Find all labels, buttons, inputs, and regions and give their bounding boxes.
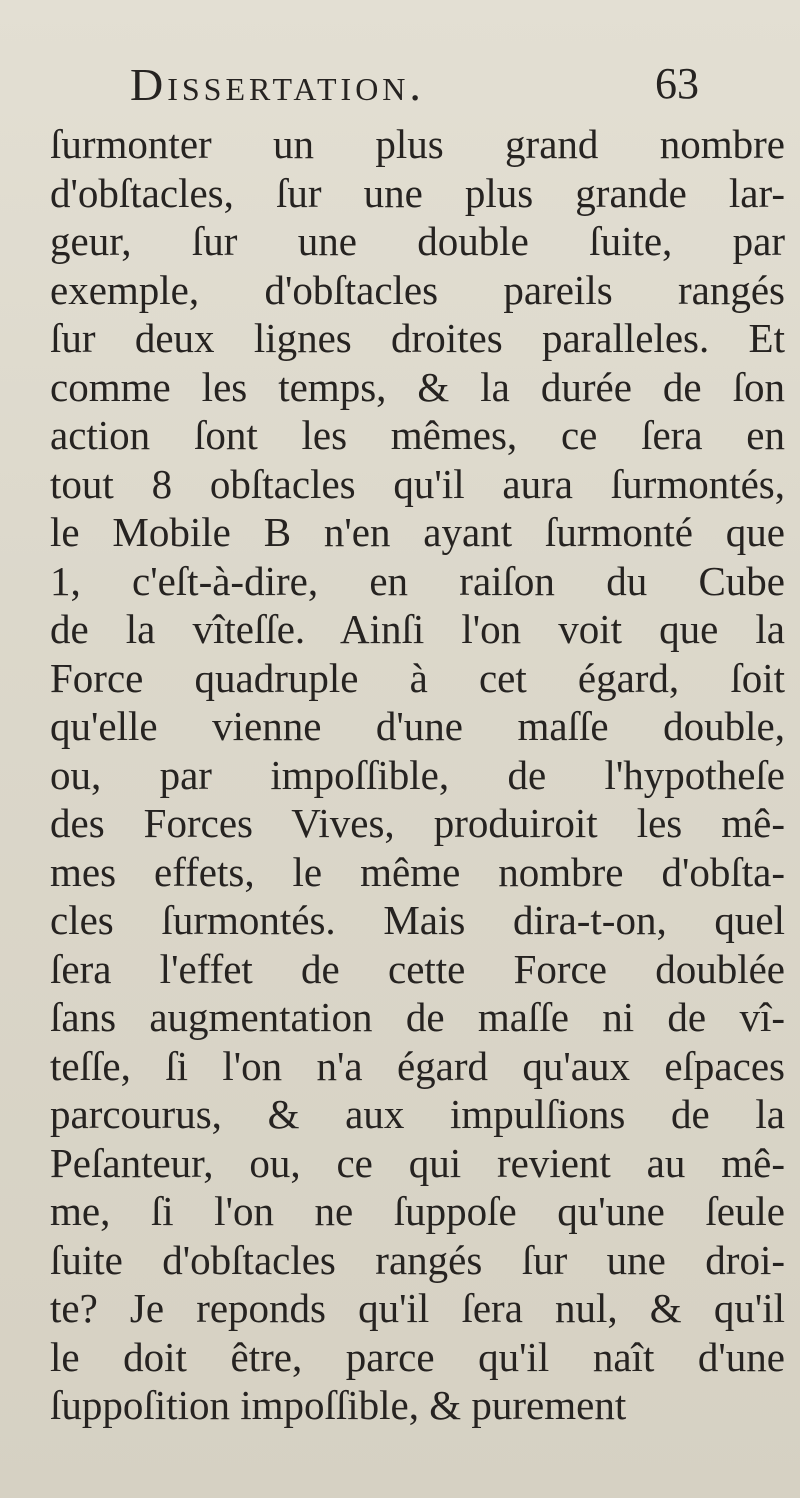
text-line: exemple, d'obſtacles pareils rangés [50,266,785,313]
text-line: des Forces Vives, produiroit les mê- [50,800,785,846]
text-line: ſera l'effet de cette Force doublée [50,945,785,992]
text-line: geur, ſur une double ſuite, par [50,218,785,264]
text-line: Peſanteur, ou, ce qui revient au mê- [50,1139,785,1186]
text-line: ou, par impoſſible, de l'hypotheſe [50,751,785,798]
text-line: ſur deux lignes droites paralleles. Et [50,315,785,361]
text-line: comme les temps, & la durée de ſon [50,363,785,410]
text-line: qu'elle vienne d'une maſſe double, [50,703,785,749]
text-line: ſuite d'obſtacles rangés ſur une droi- [50,1236,785,1283]
text-line: ſans augmentation de maſſe ni de vî- [50,994,785,1040]
page-number: 63 [655,59,699,108]
text-line: te? Je reponds qu'il ſera nul, & qu'il [50,1285,785,1331]
text-line: cles ſurmontés. Mais dira-t-on, quel [50,897,785,943]
text-line: me, ſi l'on ne ſuppoſe qu'une ſeule [50,1188,785,1234]
text-line: 1, c'eſt-à-dire, en raiſon du Cube [50,557,785,604]
text-line: de la vîteſſe. Ainſi l'on voit que la [50,606,785,652]
running-title: Dissertation. [130,59,425,110]
text-line: le Mobile B n'en ayant ſurmonté que [50,509,785,555]
text-line: d'obſtacles, ſur une plus grande lar- [50,169,785,216]
text-line: Force quadruple à cet égard, ſoit [50,654,785,701]
text-line: action ſont les mêmes, ce ſera en [50,412,785,458]
body-text [50,120,790,1430]
text-line: parcourus, & aux impulſions de la [50,1091,785,1137]
text-line: le doit être, parce qu'il naît d'une [50,1333,785,1380]
text-line: mes effets, le même nombre d'obſta- [50,848,785,895]
text-line: ſurmonter un plus grand nombre [50,121,785,167]
text-line: teſſe, ſi l'on n'a égard qu'aux eſpaces [50,1042,785,1089]
text-line: tout 8 obſtacles qu'il aura ſurmontés, [50,460,785,507]
running-head [0,58,800,118]
text-line: ſuppoſition impoſſible, & purement [50,1382,627,1428]
